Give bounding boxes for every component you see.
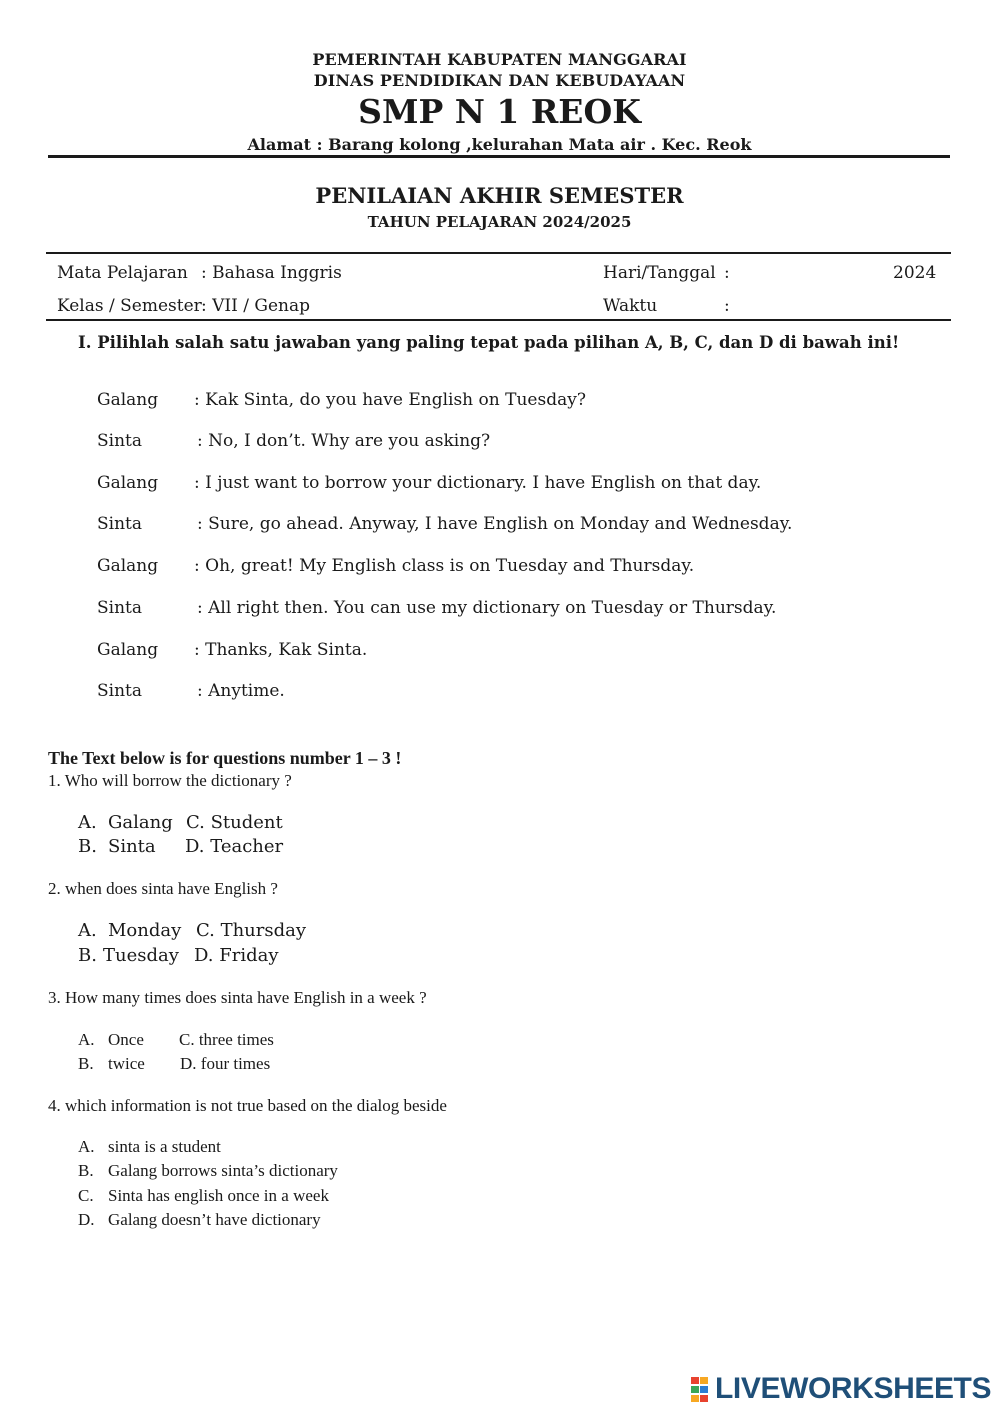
option-text: D. four times: [180, 1054, 271, 1073]
option-text: C. Thursday: [196, 920, 307, 941]
option-text: C. Student: [186, 812, 283, 833]
dialog-speaker: Galang: [97, 390, 159, 410]
option-letter: A.: [78, 812, 97, 833]
dialog-speaker: Sinta: [97, 514, 142, 534]
exam-title: PENILAIAN AKHIR SEMESTER: [315, 183, 684, 208]
question-2: 2. when does sinta have English ?: [48, 879, 278, 898]
option-text: Monday: [108, 920, 182, 941]
question-1: 1. Who will borrow the dictionary ?: [48, 771, 292, 790]
option-letter: B.: [78, 1054, 94, 1073]
section-title: The Text below is for questions number 1 – 3 !: [48, 748, 402, 768]
department-name: DINAS PENDIDIKAN DAN KEBUDAYAAN: [313, 71, 686, 90]
time-colon: :: [724, 296, 730, 316]
option-text: D. Friday: [194, 945, 279, 966]
option-letter: B.: [78, 1161, 94, 1180]
day-colon: :: [724, 263, 730, 283]
class-label: Kelas / Semester: [57, 296, 202, 316]
option-text: C. three times: [179, 1030, 274, 1049]
option-letter: D.: [78, 1210, 95, 1229]
school-year: TAHUN PELAJARAN 2024/2025: [367, 213, 632, 231]
option-letter: A.: [78, 1030, 95, 1049]
option-text: Sinta has english once in a week: [108, 1186, 329, 1205]
dialog-line: : Kak Sinta, do you have English on Tuesday?: [194, 390, 586, 410]
option-letter: C.: [78, 1186, 94, 1205]
subject-value: : Bahasa Inggris: [201, 263, 342, 283]
dialog-line: : Thanks, Kak Sinta.: [194, 640, 368, 660]
option-letter: A.: [78, 920, 97, 941]
school-name: SMP N 1 REOK: [358, 92, 641, 131]
dialog-line: : Oh, great! My English class is on Tuesday and Thursday.: [194, 556, 695, 576]
question-3: 3. How many times does sinta have English in a week ?: [48, 988, 427, 1007]
option-text: Sinta: [108, 836, 156, 857]
day-label: Hari/Tanggal: [603, 263, 716, 283]
option-text: Once: [108, 1030, 144, 1049]
dialog-line: : I just want to borrow your dictionary. I have English on that day.: [194, 473, 762, 493]
dialog-speaker: Galang: [97, 473, 159, 493]
logo-blocks-icon: [691, 1377, 713, 1403]
info-top-border: [46, 252, 951, 254]
brand-name: LIVEWORKSHEETS: [715, 1372, 992, 1405]
option-letter: A.: [78, 1137, 95, 1156]
option-text: Galang: [108, 812, 173, 833]
option-letter: B.: [78, 836, 97, 857]
dialog-line: : All right then. You can use my dictionary on Tuesday or Thursday.: [197, 598, 777, 618]
school-address: Alamat : Barang kolong ,kelurahan Mata air . Kec. Reok: [247, 135, 752, 154]
option-text: D. Teacher: [185, 836, 284, 857]
option-text: twice: [108, 1054, 145, 1073]
day-year: 2024: [893, 263, 937, 283]
dialog-speaker: Sinta: [97, 681, 142, 701]
dialog-line: : Sure, go ahead. Anyway, I have English on Monday and Wednesday.: [197, 514, 793, 534]
dialog-speaker: Sinta: [97, 598, 142, 618]
dialog-line: : Anytime.: [197, 681, 285, 701]
question-4: 4. which information is not true based on the dialog beside: [48, 1096, 447, 1115]
subject-label: Mata Pelajaran: [57, 263, 188, 283]
letterhead-divider: [48, 155, 950, 158]
class-value: : VII / Genap: [201, 296, 310, 316]
time-label: Waktu: [603, 296, 658, 316]
dialog-line: : No, I don’t. Why are you asking?: [197, 431, 491, 451]
option-letter: B.: [78, 945, 97, 966]
instruction: I. Pilihlah salah satu jawaban yang paling tepat pada pilihan A, B, C, dan D di bawah ini!: [78, 333, 900, 352]
option-text: Galang borrows sinta’s dictionary: [108, 1161, 338, 1180]
government-name: PEMERINTAH KABUPATEN MANGGARAI: [312, 50, 687, 69]
dialog-speaker: Sinta: [97, 431, 142, 451]
option-text: Tuesday: [103, 945, 179, 966]
dialog-speaker: Galang: [97, 556, 159, 576]
option-text: Galang doesn’t have dictionary: [108, 1210, 321, 1229]
option-text: sinta is a student: [108, 1137, 221, 1156]
dialog-speaker: Galang: [97, 640, 159, 660]
info-bottom-border: [46, 319, 951, 321]
